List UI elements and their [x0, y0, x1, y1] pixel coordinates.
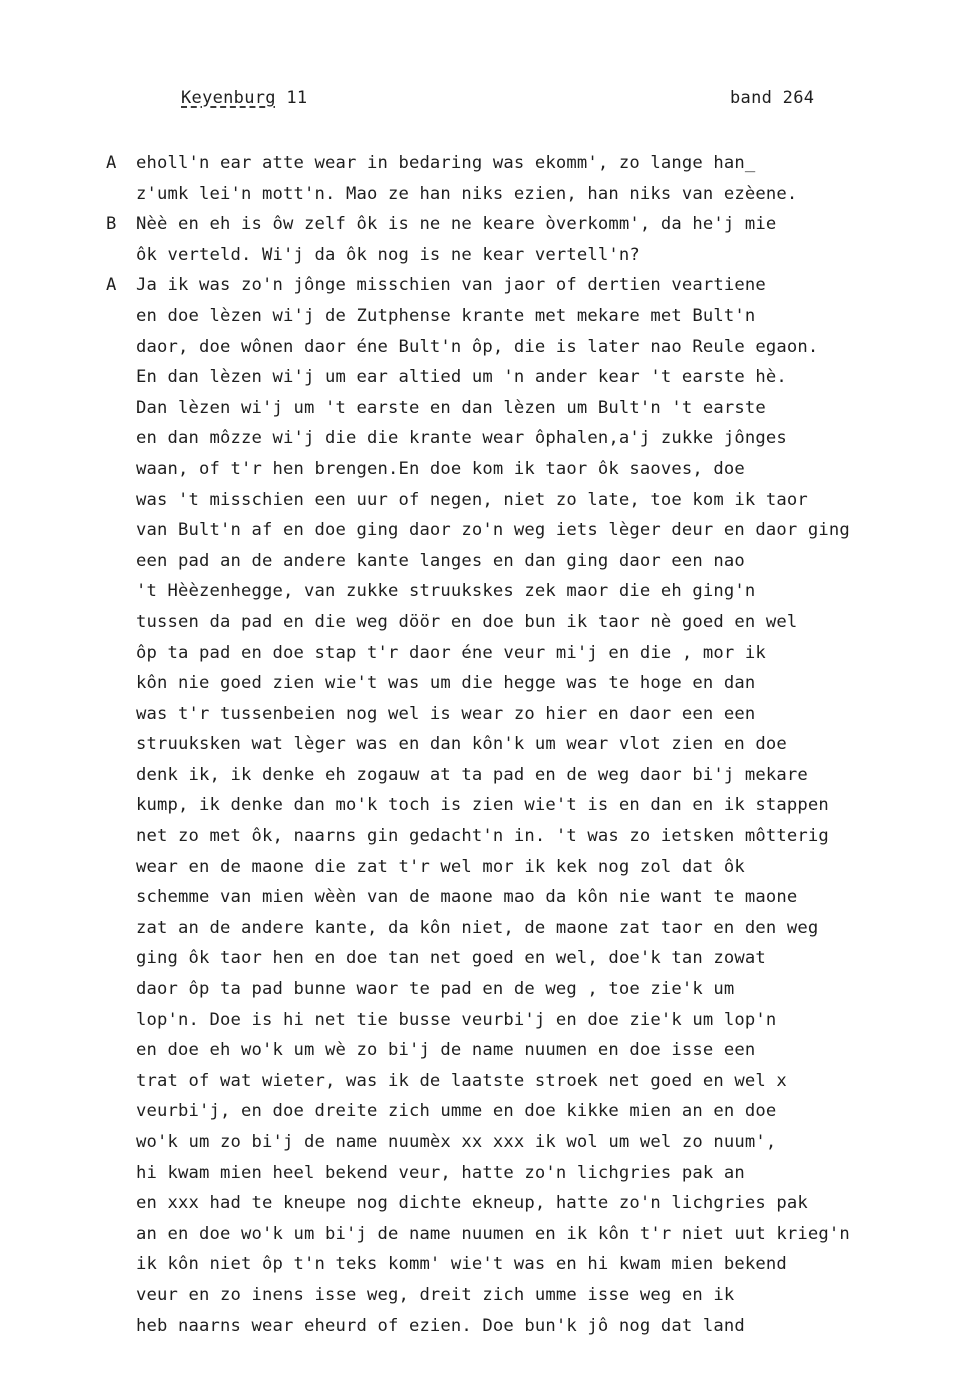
location-name: Keyenburg: [181, 88, 276, 108]
line-text: en xxx had te kneupe nog dichte ekneup, hatte zo'n lichgries pak: [136, 1193, 808, 1214]
transcript-line: [0, 1280, 979, 1311]
transcript-line: [0, 699, 979, 730]
line-text: ôp ta pad en doe stap t'r daor éne veur mi'j en die , mor ik: [136, 642, 766, 663]
line-text: was 't misschien een uur of negen, niet zo late, toe kom ik taor: [136, 489, 808, 510]
transcript-line: [0, 1158, 979, 1189]
line-text: an en doe wo'k um bi'j de name nuumen en ik kôn t'r niet uut krieg'n: [136, 1223, 850, 1244]
line-text: eholl'n ear atte wear in bedaring was ekomm', zo lange han_: [136, 153, 756, 173]
transcript-line: [0, 301, 979, 332]
transcript-line: [0, 1035, 979, 1066]
line-text: en dan môzze wi'j die die krante wear ôphalen,a'j zukke jônges: [136, 428, 787, 449]
line-text: struuksken wat lèger was en dan kôn'k um wear vlot zien en doe: [136, 734, 787, 755]
line-text: ging ôk taor hen en doe tan net goed en wel, doe'k tan zowat: [136, 948, 766, 969]
speaker-marker: B: [106, 214, 117, 235]
line-text: wear en de maone die zat t'r wel mor ik kek nog zol dat ôk: [136, 856, 745, 877]
line-text: En dan lèzen wi'j um ear altied um 'n ander kear 't earste hè.: [136, 367, 787, 388]
transcript-line: [0, 485, 979, 516]
line-text: trat of wat wieter, was ik de laatste stroek net goed en wel x: [136, 1070, 787, 1091]
page-header-title: [181, 88, 307, 108]
line-text: ik kôn niet ôp t'n teks komm' wie't was en hi kwam mien bekend: [136, 1254, 787, 1275]
transcript-line: [0, 729, 979, 760]
transcript-line: [0, 1127, 979, 1158]
line-text: was t'r tussenbeien nog wel is wear zo hier en daor een een: [136, 703, 756, 724]
line-text: schemme van mien wèèn van de maone mao da kôn nie want te maone: [136, 887, 798, 908]
line-text: veur en zo inens isse weg, dreit zich umme isse weg en ik: [136, 1284, 735, 1305]
line-text: 't Hèèzenhegge, van zukke struukskes zek maor die eh ging'n: [136, 581, 756, 602]
line-text: Dan lèzen wi'j um 't earste en dan lèzen um Bult'n 't earste: [136, 397, 766, 418]
transcript-line: [0, 790, 979, 821]
line-text: veurbi'j, en doe dreite zich umme en doe kikke mien an en doe: [136, 1101, 777, 1122]
transcript-line: [0, 1311, 979, 1342]
speaker-marker: A: [106, 275, 117, 296]
transcript-line: [0, 209, 979, 240]
line-text: ôk verteld. Wi'j da ôk nog is ne kear vertell'n?: [136, 244, 640, 265]
line-text: Ja ik was zo'n jônge misschien van jaor of dertien veartiene: [136, 275, 766, 296]
line-text: kôn nie goed zien wie't was um die hegge was te hoge en dan: [136, 673, 756, 694]
transcript-line: [0, 576, 979, 607]
line-text: daor ôp ta pad bunne waor te pad en de weg , toe zie'k um: [136, 979, 735, 1000]
transcript-line: [0, 1249, 979, 1280]
line-text: zat an de andere kante, da kôn niet, de maone zat taor en den weg: [136, 917, 819, 938]
transcript-line: [0, 882, 979, 913]
transcript-line: [0, 362, 979, 393]
transcript-line: [0, 332, 979, 363]
line-text: van Bult'n af en doe ging daor zo'n weg iets lèger deur en daor ging: [136, 520, 850, 541]
transcript-line: [0, 148, 979, 179]
line-text: denk ik, ik denke eh zogauw at ta pad en de weg daor bi'j mekare: [136, 764, 808, 785]
page-number: 11: [286, 88, 308, 108]
line-text: lop'n. Doe is hi net tie busse veurbi'j en doe zie'k um lop'n: [136, 1009, 777, 1030]
transcript-line: [0, 974, 979, 1005]
transcript-line: [0, 1219, 979, 1250]
transcript-line: [0, 515, 979, 546]
transcript-line: [0, 607, 979, 638]
transcript-line: [0, 638, 979, 669]
line-text: een pad an de andere kante langes en dan ging daor een nao: [136, 550, 745, 571]
transcript-line: [0, 270, 979, 301]
line-text: en doe eh wo'k um wè zo bi'j de name nuumen en doe isse een: [136, 1040, 756, 1061]
transcript-line: [0, 1188, 979, 1219]
transcript-line: [0, 913, 979, 944]
line-text: tussen da pad en die weg döör en doe bun ik taor nè goed en wel: [136, 611, 798, 632]
transcript-line: [0, 240, 979, 271]
speaker-marker: A: [106, 153, 117, 173]
transcript-line: [0, 821, 979, 852]
line-text: en doe lèzen wi'j de Zutphense krante met mekare met Bult'n: [136, 305, 756, 326]
line-text: waan, of t'r hen brengen.En doe kom ik taor ôk saoves, doe: [136, 458, 745, 479]
transcript-line: [0, 852, 979, 883]
transcript-line: [0, 943, 979, 974]
line-text: hi kwam mien heel bekend veur, hatte zo'n lichgries pak an: [136, 1162, 745, 1183]
line-text: net zo met ôk, naarns gin gedacht'n in. 't was zo ietsken môtterig: [136, 826, 829, 847]
transcript-line: [0, 1096, 979, 1127]
line-text: z'umk lei'n mott'n. Mao ze han niks ezien, han niks van ezèene.: [136, 183, 798, 204]
transcript-line: [0, 423, 979, 454]
transcript-line: [0, 1005, 979, 1036]
line-text: daor, doe wônen daor éne Bult'n ôp, die is later nao Reule egaon.: [136, 336, 819, 357]
line-text: wo'k um zo bi'j de name nuumèx xx xxx ik wol um wel zo nuum',: [136, 1132, 777, 1152]
transcript-line: [0, 760, 979, 791]
transcript-line: [0, 1066, 979, 1097]
line-text: Nèè en eh is ôw zelf ôk is ne ne keare òverkomm', da he'j mie: [136, 214, 777, 235]
transcript-line: [0, 393, 979, 424]
transcript-line: [0, 454, 979, 485]
transcript-line: [0, 668, 979, 699]
line-text: kump, ik denke dan mo'k toch is zien wie't is en dan en ik stappen: [136, 795, 829, 816]
band-label: band 264: [730, 88, 815, 108]
line-text: heb naarns wear eheurd of ezien. Doe bun'k jô nog dat land: [136, 1315, 745, 1336]
transcript-body: [0, 148, 979, 1341]
transcript-line: [0, 179, 979, 210]
transcript-line: [0, 546, 979, 577]
